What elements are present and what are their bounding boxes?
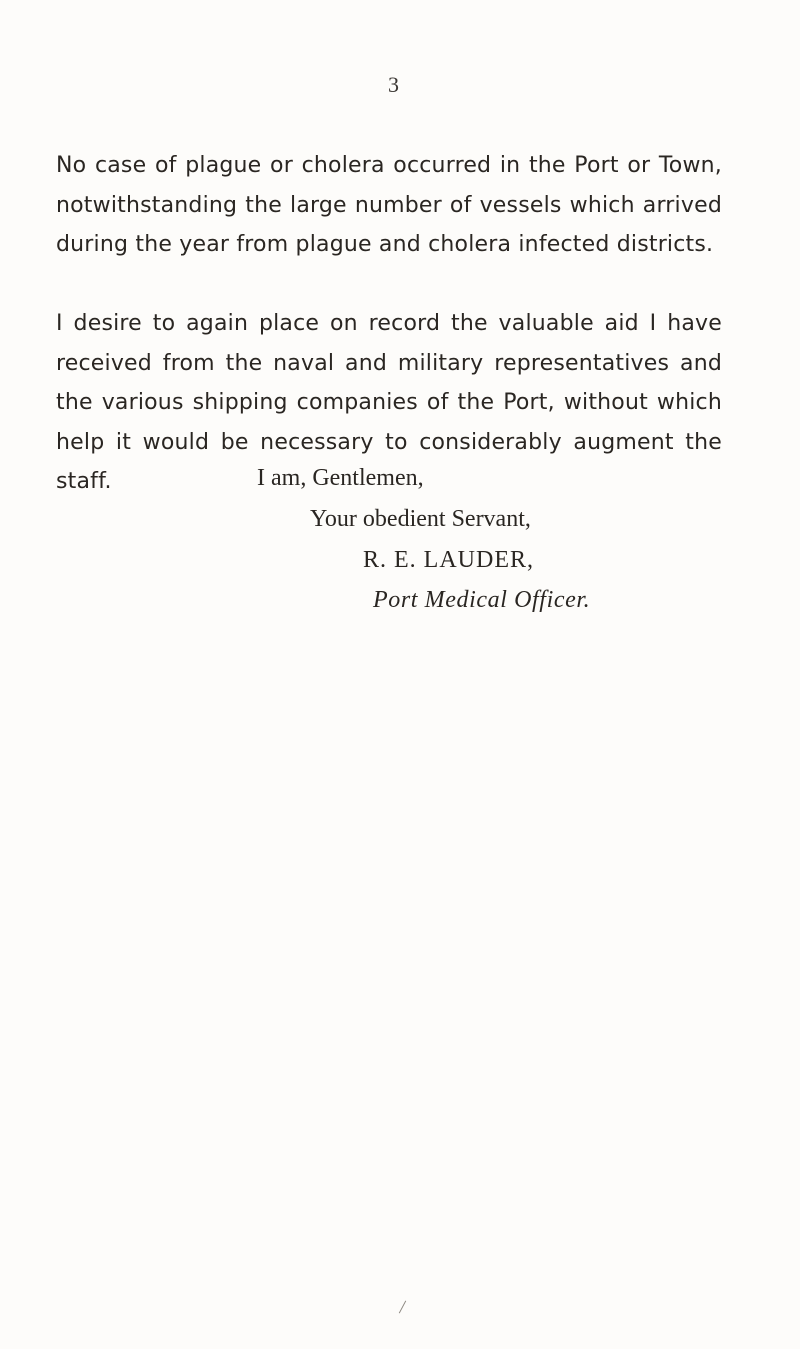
- closing-valediction: Your obedient Servant,: [310, 506, 531, 532]
- signature-name: R. E. LAUDER,: [363, 547, 534, 573]
- stray-mark: [399, 1301, 406, 1314]
- closing-salutation: I am, Gentlemen,: [257, 465, 424, 491]
- paragraph-text: I desire to again place on record the valuable aid I have received from the naval and military representatives and the various shipping companies of the Port, without which help it would be necessary to considerably augment the staff.: [56, 311, 722, 494]
- page-number: 3: [388, 72, 399, 97]
- paragraph-text: No case of plague or cholera occurred in the Port or Town, notwithstanding the large number of vessels which arrived during the year from plague and cholera infected districts.: [56, 153, 722, 257]
- signature-title: Port Medical Officer.: [373, 587, 591, 613]
- paragraph-plague-cholera: [56, 124, 722, 287]
